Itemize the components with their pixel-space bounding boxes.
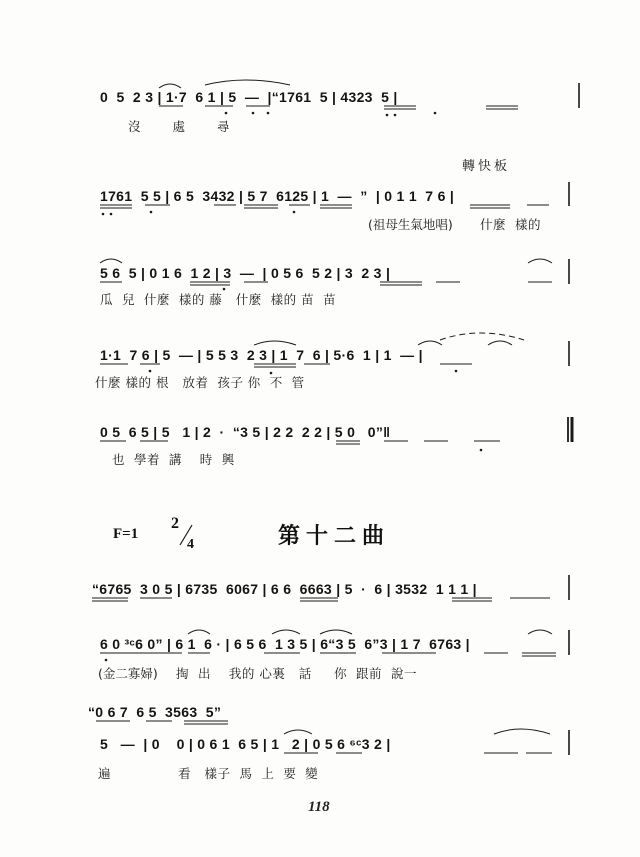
- singer-cue-widow: (金二寡婦): [98, 666, 158, 681]
- notation-line-6: “6765 3 0 5 | 6735 6067 | 6 6 6663 | 5 · 6 | 3532 1 1 1 |: [92, 581, 477, 597]
- tempo-marking: 轉快板: [462, 159, 511, 174]
- singer-cue-grandmother: (祖母生氣地唱): [368, 217, 453, 232]
- lyrics-line-1: 沒 處 尋: [128, 119, 244, 134]
- lyrics-line-3: 瓜 兒 什麼 樣的 藤 什麼 樣的 苗 苗: [100, 292, 337, 307]
- key-signature: F=1: [113, 526, 139, 542]
- time-signature-top: 2: [171, 515, 179, 532]
- lyrics-line-8: 遍 看 樣子 馬 上 要 變: [98, 766, 319, 781]
- lyrics-line-7: 掏 出 我的 心裏 話 你 跟前 說一: [176, 666, 417, 681]
- time-signature-bottom: 4: [187, 537, 194, 552]
- notation-line-4: 1·1 7 6 | 5 — | 5 5 3 2 3 | 1 7 6 | 5·6 1 | 1 — |: [100, 347, 423, 363]
- notation-line-8: 5 — | 0 0 | 0 6 1 6 5 | 1 2 | 0 5 6 ⁶ᶜ3 2 |: [100, 736, 391, 752]
- lyrics-line-2: 什麼 樣的: [480, 217, 541, 232]
- notation-line-1: 0 5 2 3 | 1·7 6 1 | 5 — |“1761 5 | 4323 5 |: [100, 89, 398, 105]
- piece-title: 第十二曲: [278, 524, 391, 549]
- lyrics-line-4: 什麼 樣的 根 放着 孩子 你 不 管: [95, 375, 305, 390]
- page-number: 118: [308, 799, 330, 815]
- notation-line-7: 6 0 ³ᶜ6 0” | 6 1 6 · | 6 5 6 1 3 5 | 6“3 5 6”3 | 1 7 6763 |: [100, 636, 470, 652]
- notation-line-3: 5 6 5 | 0 1 6 1 2 | 3 — | 0 5 6 5 2 | 3 2 3 |: [100, 265, 391, 281]
- notation-line-5: 0 5 6 5 | 5 1 | 2 · “3 5 | 2 2 2 2 | 5 0 0”‖: [100, 424, 391, 440]
- notation-line-2: 1761 5 5 | 6 5 3432 | 5 7 6125 | 1 — ” | 0 1 1 7 6 |: [100, 188, 455, 204]
- lyrics-line-5: 也 學着 講 時 興: [112, 452, 235, 467]
- notation-line-8-upper: “0 6 7 6 5 3563 5”: [88, 704, 222, 720]
